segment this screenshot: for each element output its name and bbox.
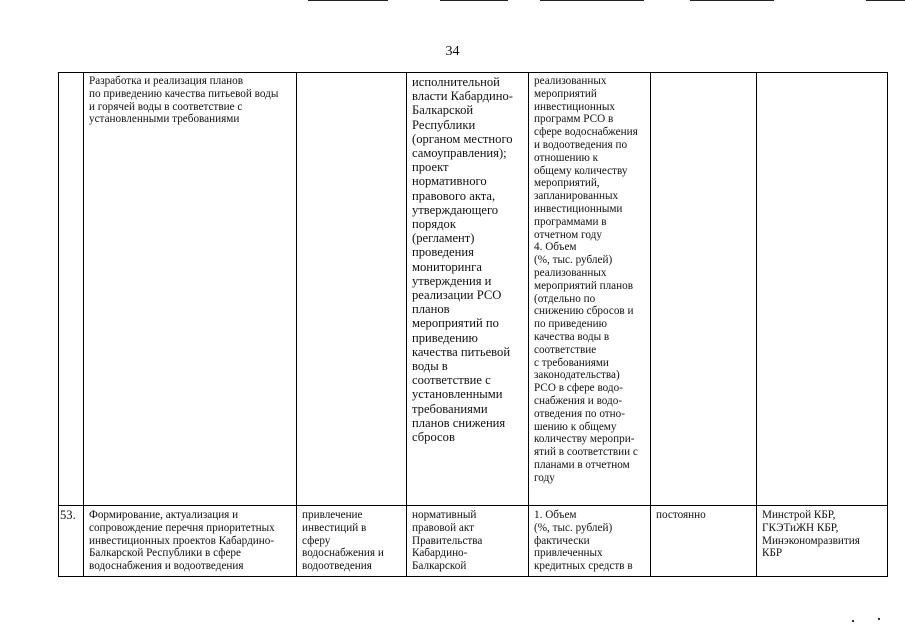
- column-divider: [83, 72, 84, 577]
- row-cont-document: исполнительной власти Кабардино- Балкарской Республики (органом местного самоуправления); проект нормативного правового акта, утверждающего порядок (регламент) проведения мониторинга утверждения и реализации РСО планов мероприятий по приведению качества питьевой воды в соответствие с установленными требованиями планов снижения сбросов: [412, 75, 513, 445]
- scan-speck: [852, 620, 854, 622]
- column-divider: [756, 72, 757, 577]
- row-53-document: нормативный правовой акт Правительства Кабардино- Балкарской: [412, 509, 483, 573]
- column-divider: [528, 72, 529, 577]
- scan-speck: [878, 618, 880, 620]
- table-border-left: [58, 72, 59, 577]
- scan-line: [866, 0, 905, 1]
- row-divider: [58, 505, 888, 506]
- row-cont-indicator: реализованных мероприятий инвестиционных программ РСО в сфере водоснабжения и водоотведения по отношению к общему количеству мероприятий, запланированных инвестиционными программами в отчетном году 4. Объем (%, тыс. рублей) реализованных мероприятий планов (отдельно по снижению сбросов и по приведению качества воды в соответствие с требованиями законодательства) РСО в сфере водо- снабжения и водо- отведения по отно- шению к общему количеству меропри- ятий в соответствии с планами в отчетном году: [534, 75, 638, 484]
- table-border-right: [887, 72, 888, 577]
- scan-line: [690, 0, 774, 1]
- row-cont-name: Разработка и реализация планов по приведению качества питьевой воды и горячей воды в соответствие с установленными требованиями: [89, 75, 279, 126]
- table-border-bottom: [58, 576, 888, 577]
- row-53-name: Формирование, актуализация и сопровождение перечня приоритетных инвестиционных проектов Кабардино- Балкарской Республики в сфере водоснабжения и водоотведения: [89, 509, 275, 573]
- row-53-term: постоянно: [656, 509, 706, 521]
- row-53-responsible: Минстрой КБР, ГКЭТиЖН КБР, Минэкономразвития КБР: [762, 509, 860, 560]
- table-border-top: [58, 72, 888, 73]
- row-53-indicator: 1. Объем (%, тыс. рублей) фактически привлеченных кредитных средств в: [534, 509, 633, 573]
- column-divider: [650, 72, 651, 577]
- row-53-number: 53.: [60, 508, 76, 522]
- scan-line: [308, 0, 388, 1]
- scan-line: [440, 0, 508, 1]
- column-divider: [406, 72, 407, 577]
- scan-line: [540, 0, 644, 1]
- row-53-goal: привлечение инвестиций в сферу водоснабжения и водоотведения: [302, 509, 384, 573]
- page-number: 34: [445, 44, 460, 59]
- measures-table: [58, 72, 888, 577]
- column-divider: [296, 72, 297, 577]
